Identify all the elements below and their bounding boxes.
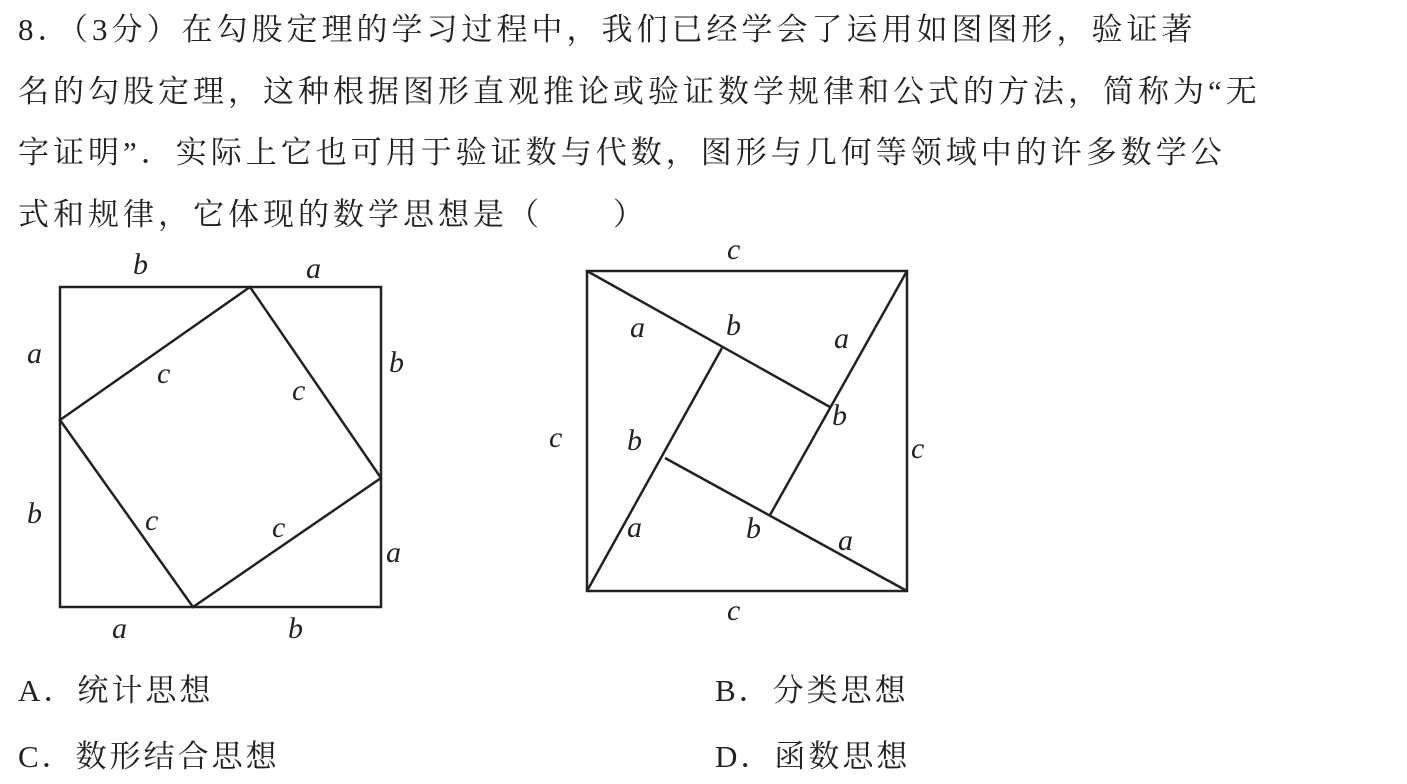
side-label: c (727, 233, 741, 266)
side-label: a (27, 337, 42, 370)
side-label: c (272, 511, 286, 544)
triangle-edge (587, 348, 722, 591)
triangle-edge (587, 271, 830, 407)
figure-left (60, 287, 381, 607)
side-label: b (288, 612, 303, 645)
option-b[interactable]: B．分类思想 (715, 673, 909, 708)
triangle-edge (770, 271, 907, 515)
option-c[interactable]: C．数形结合思想 (18, 739, 280, 774)
question-line: 名的勾股定理，这种根据图形直观推论或验证数学规律和公式的方法，简称为“无 (18, 74, 1261, 109)
side-label: b (389, 346, 404, 379)
option-a[interactable]: A．统计思想 (18, 673, 214, 708)
figure-left-labels (27, 248, 404, 645)
side-label: c (727, 594, 741, 627)
side-label: c (145, 504, 159, 537)
side-label: c (292, 374, 306, 407)
side-label: a (834, 322, 849, 355)
side-label: a (627, 511, 642, 544)
side-label: c (549, 421, 563, 454)
side-label: a (112, 612, 127, 645)
side-label: c (157, 357, 171, 390)
side-label: c (911, 432, 925, 465)
side-label: b (133, 248, 148, 281)
side-label: a (386, 536, 401, 569)
outer-square (60, 287, 381, 607)
figure-right-labels (549, 233, 924, 627)
option-d[interactable]: D．函数思想 (715, 739, 911, 774)
question-line: 8．（3分）在勾股定理的学习过程中，我们已经学会了运用如图图形，验证著 (18, 12, 1197, 47)
side-label: b (726, 309, 741, 342)
side-label: a (630, 311, 645, 344)
inner-square (60, 287, 381, 607)
question-line: 式和规律，它体现的数学思想是（ ） (18, 197, 648, 232)
side-label: a (306, 252, 321, 285)
side-label: a (838, 524, 853, 557)
side-label: b (746, 512, 761, 545)
side-label: b (27, 497, 42, 530)
triangle-edge (665, 458, 907, 591)
side-label: b (627, 424, 642, 457)
question-line: 字证明”．实际上它也可用于验证数与代数，图形与几何等领域中的许多数学公 (18, 135, 1226, 170)
side-label: b (832, 399, 847, 432)
